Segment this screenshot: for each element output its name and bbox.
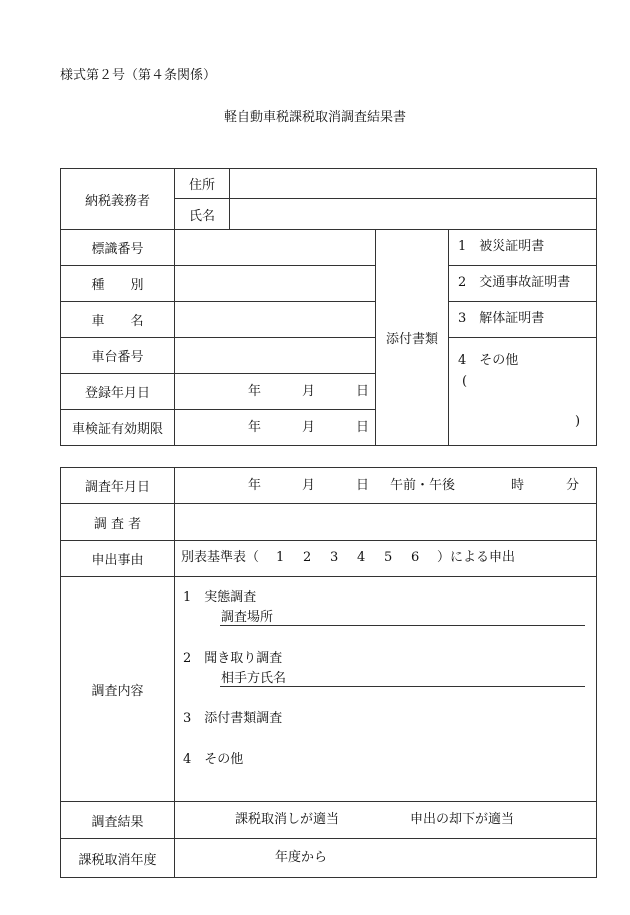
survey-day-unit: 日	[356, 478, 370, 493]
other-paren-close: )	[575, 414, 581, 429]
reg-month-unit: 月	[302, 384, 316, 399]
content-other: 4 その他	[183, 752, 244, 767]
page-title: 軽自動車税課税取消調査結果書	[223, 110, 406, 125]
doc-disaster-certificate: 1 被災証明書	[458, 239, 545, 254]
inspection-expiry-label: 車検証有効期限	[71, 422, 163, 437]
am-pm-choice: 午前・午後	[390, 478, 456, 493]
reason-label: 申出事由	[91, 553, 144, 568]
other-paren-open: (	[462, 374, 468, 389]
form-number: 様式第２号（第４条関係）	[60, 68, 217, 83]
survey-hour-unit: 時	[511, 478, 525, 493]
content-interview-survey: 2 聞き取り調査	[183, 651, 283, 666]
attached-docs-label: 添付書類	[385, 332, 438, 347]
survey-location-label: 調査場所	[221, 610, 274, 625]
survey-year-unit: 年	[248, 478, 262, 493]
reg-year-unit: 年	[248, 384, 262, 399]
doc-accident-certificate: 2 交通事故証明書	[458, 275, 571, 290]
chassis-number-label: 車台番号	[91, 350, 144, 365]
counterpart-name-label: 相手方氏名	[221, 671, 287, 686]
reason-option-6[interactable]: 6	[411, 550, 420, 565]
survey-location-line[interactable]	[220, 625, 585, 626]
reason-option-4[interactable]: 4	[357, 550, 366, 565]
cancel-year-value: 年度から	[275, 850, 328, 865]
plate-number-field[interactable]	[175, 230, 375, 265]
counterpart-name-line[interactable]	[220, 686, 585, 687]
survey-content-label: 調査内容	[91, 683, 144, 699]
car-name-field[interactable]	[175, 302, 375, 337]
reason-prefix: 別表基準表（	[181, 550, 260, 565]
address-label: 住所	[188, 178, 215, 193]
registration-date-label: 登録年月日	[84, 386, 150, 401]
surveyor-field[interactable]	[175, 504, 596, 540]
reason-suffix: ）による申出	[437, 550, 516, 565]
survey-minute-unit: 分	[566, 478, 580, 493]
vehicle-kind-label: 種 別	[91, 278, 144, 293]
content-onsite-survey: 1 実態調査	[183, 590, 257, 605]
content-document-survey: 3 添付書類調査	[183, 711, 283, 726]
reason-option-3[interactable]: 3	[330, 550, 339, 565]
reason-option-1[interactable]: 1	[276, 550, 285, 565]
survey-date-label: 調査年月日	[84, 480, 150, 495]
plate-number-label: 標識番号	[91, 242, 144, 257]
cancel-year-label: 課税取消年度	[78, 852, 157, 868]
result-cancel-appropriate[interactable]: 課税取消しが適当	[235, 812, 340, 827]
surveyor-label: 調 査 者	[93, 516, 142, 532]
result-reject-appropriate[interactable]: 申出の却下が適当	[410, 812, 515, 827]
taxpayer-label: 納税義務者	[84, 193, 150, 209]
inspection-day-unit: 日	[356, 420, 370, 435]
chassis-number-field[interactable]	[175, 338, 375, 373]
reg-day-unit: 日	[356, 384, 370, 399]
inspection-month-unit: 月	[302, 420, 316, 435]
doc-scrapping-certificate: 3 解体証明書	[458, 311, 545, 326]
inspection-year-unit: 年	[248, 420, 262, 435]
car-name-label: 車 名	[91, 314, 144, 329]
survey-result-label: 調査結果	[91, 814, 144, 830]
survey-month-unit: 月	[302, 478, 316, 493]
reason-option-5[interactable]: 5	[384, 550, 393, 565]
name-label: 氏名	[188, 208, 215, 224]
address-field[interactable]	[230, 169, 596, 198]
name-field[interactable]	[230, 199, 596, 229]
doc-other: 4 その他	[458, 353, 519, 368]
vehicle-kind-field[interactable]	[175, 266, 375, 301]
reason-option-2[interactable]: 2	[303, 550, 312, 565]
